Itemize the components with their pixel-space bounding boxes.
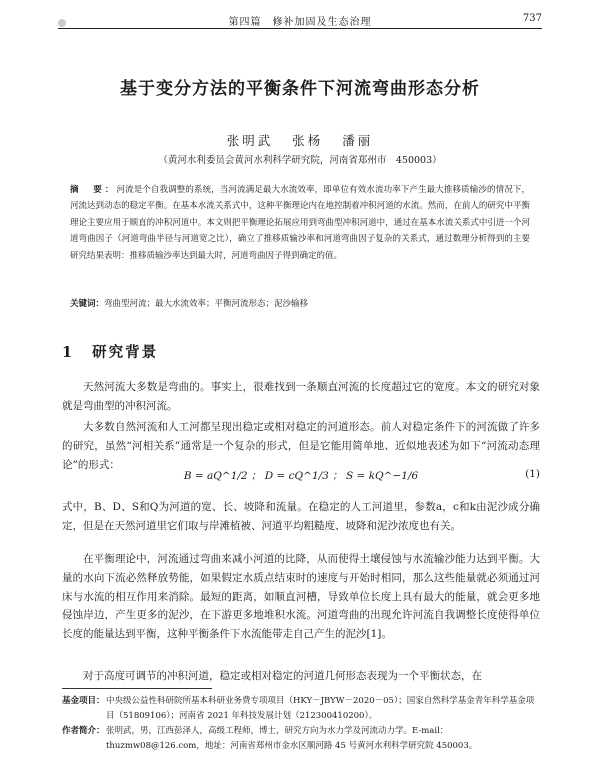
body-paragraph-1 xyxy=(62,378,540,416)
keywords-label: 关键词： xyxy=(70,299,105,309)
section-title: 研究背景 xyxy=(92,344,159,361)
paragraph-text: 式中，B、D、S和Q为河道的宽、长、坡降和流量。在稳定的人工河道里，参数a，c和k由泥沙成分确定，但是在天然河道里它们取与岸滩植被、河道平均粗糙度、坡降和泥沙浓度也有关。 xyxy=(62,501,540,532)
paragraph-text: 天然河流大多数是弯曲的。事实上，很难找到一条顺直河流的长度超过它的宽度。本文的研究对象就是弯曲型的冲积河流。 xyxy=(62,381,540,412)
author-bio-text: 张明武，男，江西彭泽人，高级工程师，博士，研究方向为水力学及河流动力学。E-mail：thuzmw08@126.com，地址：河南省郑州市金水区顺河路 45 号黄河水利科学研究院 450003。 xyxy=(106,726,478,751)
funding-text: 中央级公益性科研院所基本科研业务费专项项目（HKY－JBYW－2020－05）；国家自然科学基金青年科学基金项目（51809106）；河南省 2021 年科技发展计划（212300410200）。 xyxy=(106,696,535,721)
equation-1 xyxy=(62,468,540,488)
keywords-text: 弯曲型河流；最大水流效率；平衡河流形态；泥沙输移 xyxy=(104,299,309,309)
abstract xyxy=(70,182,530,264)
abstract-text: 河流是个自我调整的系统，当河流满足最大水流效率，即单位有效水流功率下产生最大推移质输沙的情况下，河流达到动态的稳定平衡。在基本水流关系式中，这种平衡理论内在地控制着冲积河道的水流。然而，在前人的研究中平衡理论主要应用于顺直的冲积河道中。本文则把平衡理论拓展应用到弯曲型冲积河道中，通过在基本水流关系式中引进一个河道弯曲因子（河道弯曲半径与河道宽之比），确立了推移质输沙率和河道弯曲因子复杂的关系式，通过数理分析得到的主要研究结果表明：推移质输沙率达到最大时，河道弯曲因子得到确定的值。 xyxy=(70,185,530,261)
footnote-divider xyxy=(62,688,212,689)
section-number: 1 xyxy=(62,344,75,361)
equation-number: (1) xyxy=(525,468,540,480)
body-paragraph-4 xyxy=(62,550,540,644)
author-note xyxy=(62,724,540,754)
chapter-title: 第四篇 修补加固及生态治理 xyxy=(228,17,372,28)
article-title: 基于变分方法的平衡条件下河流弯曲形态分析 xyxy=(120,79,480,99)
article-authors: 张明武 张杨 潘丽 xyxy=(226,133,374,148)
body-paragraph-2 xyxy=(62,418,540,474)
paragraph-text: 在平衡理论中，河流通过弯曲来减小河道的比降，从而使得土壤侵蚀与水流输沙能力达到平衡。大量的水向下流必然释放势能，如果假定水质点结束时的速度与开始时相同，那么这些能量就必须通过河床与水流的相互作用来消除。最短的距离，如顺直河槽，导致单位长度上具有最大的能量，就会更多地侵蚀岸边，产生更多的泥沙，在下游更多地堆积水流。河道弯曲的出现允许河流自我调整长度使得单位长度的能量达到平衡，这种平衡条件下水流能带走自己产生的泥沙[1]。 xyxy=(62,553,540,641)
author-affiliation: （黄河水利委员会黄河水利科学研究院，河南省郑州市 450003） xyxy=(158,155,442,166)
body-paragraph-5 xyxy=(62,667,540,686)
body-paragraph-3 xyxy=(62,498,540,536)
abstract-label: 摘 要： xyxy=(70,185,117,195)
footnotes xyxy=(62,694,540,754)
section-heading xyxy=(62,341,158,362)
funding-label: 基金项目： xyxy=(62,696,105,706)
equation-text: B = aQ^1/2 ； D = cQ^1/3 ； S = kQ^−1/6 xyxy=(183,470,419,482)
author-bio-label: 作者简介： xyxy=(62,726,105,736)
page-number: 737 xyxy=(522,13,542,24)
funding-note xyxy=(62,694,540,724)
keywords xyxy=(70,297,530,311)
paragraph-text: 大多数自然河流和人工河都呈现出稳定或相对稳定的河道形态。前人对稳定条件下的河流做了许多的研究，虽然“河相关系”通常是一个复杂的形式，但是它能用简单地、近似地表述为如下“河流动态理论”的形式： xyxy=(62,421,540,471)
running-head xyxy=(58,12,542,29)
paragraph-text: 对于高度可调节的冲积河道，稳定或相对稳定的河道几何形态表现为一个平衡状态，在 xyxy=(83,670,482,682)
